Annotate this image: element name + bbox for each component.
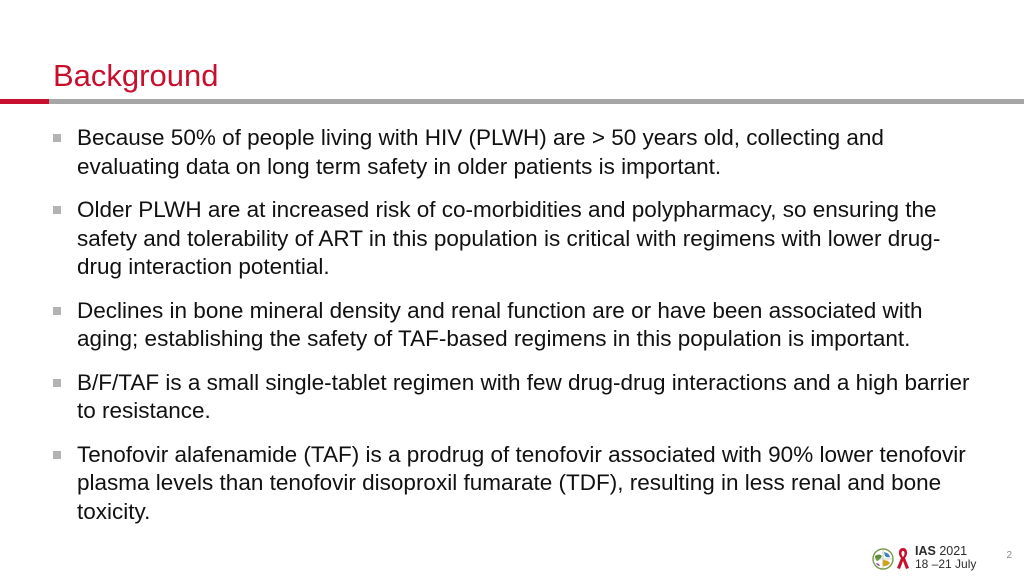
logo-dates: 18 –21 July xyxy=(915,557,977,571)
bullet-text: Declines in bone mineral density and renal function are or have been associated with aging; establishing the safety of TAF-based regimens in this population is important. xyxy=(77,297,923,351)
logo-year: 2021 xyxy=(939,544,968,558)
bullet-list xyxy=(53,124,973,541)
slide-title: Background xyxy=(53,58,219,93)
square-bullet-icon xyxy=(53,134,61,142)
globe-icon xyxy=(872,548,894,570)
bullet-text: B/F/TAF is a small single-tablet regimen with few drug-drug interactions and a high barrier to resistance. xyxy=(77,369,970,423)
bullet-item xyxy=(53,196,973,282)
title-rule-accent xyxy=(0,99,49,104)
bullet-item xyxy=(53,369,973,426)
bullet-text: Older PLWH are at increased risk of co-morbidities and polypharmacy, so ensuring the safety and tolerability of ART in this population is critical with regimens with lower drug-drug interaction potential. xyxy=(77,197,941,279)
awareness-ribbon-icon xyxy=(895,546,911,570)
bullet-item xyxy=(53,441,973,527)
bullet-item xyxy=(53,124,973,181)
bullet-text: Because 50% of people living with HIV (PLWH) are > 50 years old, collecting and evaluating data on long term safety in older patients is important. xyxy=(77,125,884,179)
square-bullet-icon xyxy=(53,379,61,387)
page-number: 2 xyxy=(1006,550,1012,561)
square-bullet-icon xyxy=(53,206,61,214)
bullet-text: Tenofovir alafenamide (TAF) is a prodrug of tenofovir associated with 90% lower tenofovir plasma levels than tenofovir disoproxil fumarate (TDF), resulting in less renal and bone toxicity. xyxy=(77,441,966,524)
conference-logo xyxy=(872,544,982,572)
bullet-item xyxy=(53,297,973,354)
logo-acronym: IAS xyxy=(915,544,936,558)
square-bullet-icon xyxy=(53,451,61,459)
square-bullet-icon xyxy=(53,307,61,315)
title-rule xyxy=(49,99,1024,104)
